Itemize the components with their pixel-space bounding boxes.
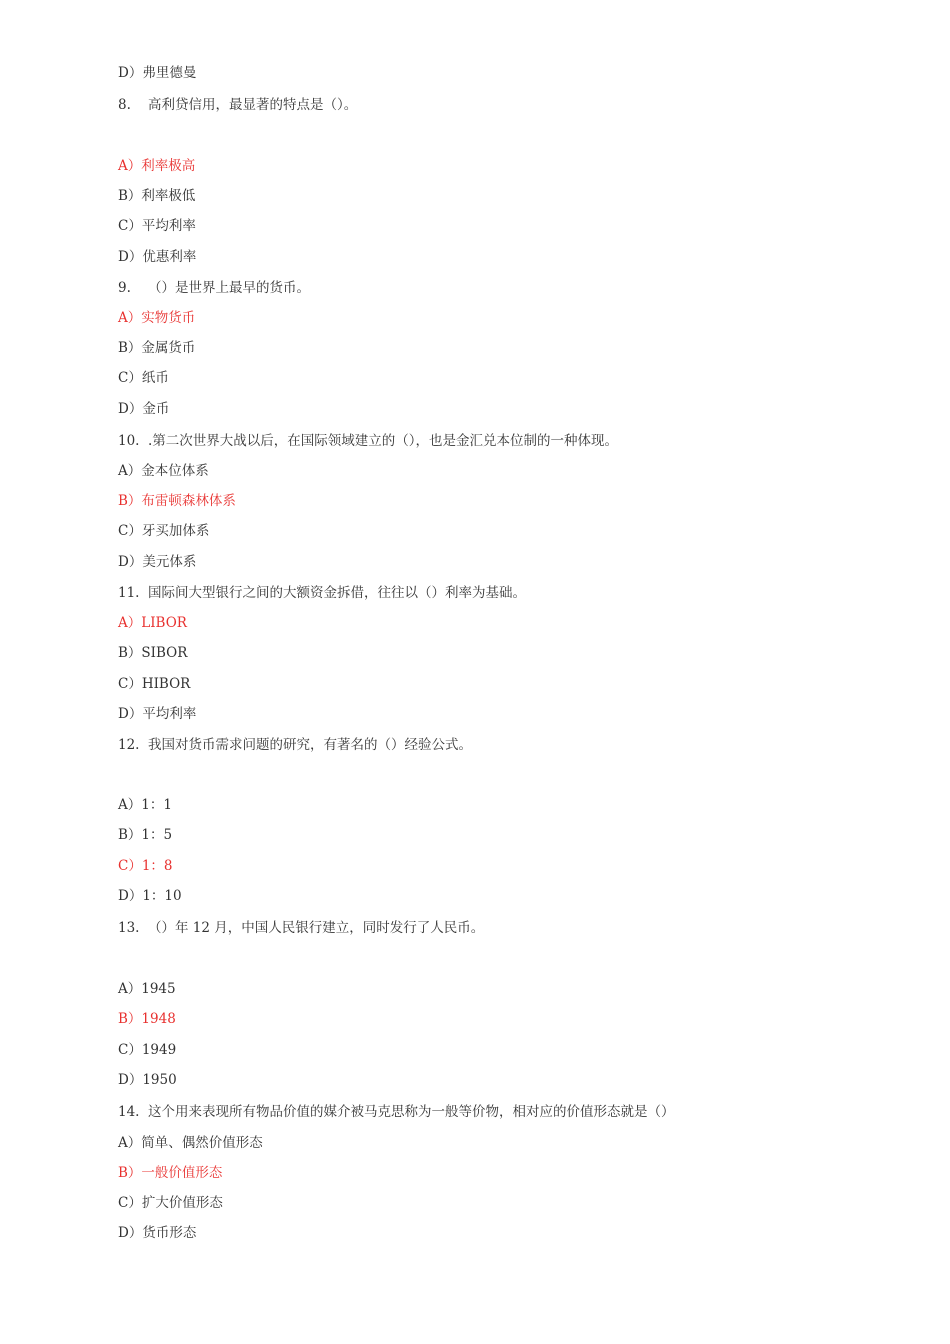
answer-option: C）纸币	[118, 370, 169, 386]
answer-option: D）平均利率	[118, 706, 197, 722]
question-text: （）是世界上最早的货币。	[148, 280, 310, 296]
question-text: 国际间大型银行之间的大额资金拆借，往往以（）利率为基础。	[148, 585, 526, 601]
answer-option: C）HIBOR	[118, 676, 191, 692]
question-line	[118, 1103, 675, 1121]
answer-option: D）美元体系	[118, 554, 197, 570]
answer-option: D）优惠利率	[118, 249, 197, 265]
question-number: 9.	[118, 280, 131, 296]
question-line	[118, 279, 310, 297]
question-line	[118, 96, 357, 114]
answer-option: C）扩大价值形态	[118, 1195, 223, 1211]
question-text: 高利贷信用，最显著的特点是（）。	[148, 97, 358, 113]
answer-option: C）平均利率	[118, 218, 196, 234]
question-number: 8.	[118, 97, 131, 113]
question-line	[118, 432, 618, 450]
answer-option-correct: A）利率极高	[118, 158, 196, 174]
answer-option-correct: C）1：8	[118, 858, 173, 874]
answer-option: B）1：5	[118, 827, 173, 843]
answer-option: D）弗里德曼	[118, 65, 197, 81]
answer-option: D）货币形态	[118, 1225, 197, 1241]
question-line	[118, 736, 472, 754]
question-number: 12.	[118, 737, 140, 753]
answer-option: C）牙买加体系	[118, 523, 210, 539]
answer-option: A）1：1	[118, 797, 172, 813]
answer-option: C）1949	[118, 1042, 177, 1058]
answer-option-correct: B）1948	[118, 1011, 176, 1027]
question-text: 我国对货币需求问题的研究，有著名的（）经验公式。	[148, 737, 472, 753]
question-text: （）年 12 月，中国人民银行建立，同时发行了人民币。	[148, 920, 485, 936]
answer-option: D）1：10	[118, 888, 182, 904]
answer-option-correct: A）实物货币	[118, 310, 196, 326]
answer-option: B）利率极低	[118, 188, 196, 204]
answer-option-correct: B）一般价值形态	[118, 1165, 223, 1181]
answer-option: D）金币	[118, 401, 170, 417]
question-line	[118, 919, 484, 937]
question-text: .第二次世界大战以后，在国际领域建立的（），也是金汇兑本位制的一种体现。	[148, 433, 619, 449]
answer-option: D）1950	[118, 1072, 177, 1088]
question-line	[118, 584, 526, 602]
question-text: 这个用来表现所有物品价值的媒介被马克思称为一般等价物，相对应的价值形态就是（）	[148, 1104, 675, 1120]
question-number: 11.	[118, 585, 140, 601]
answer-option-correct: A）LIBOR	[118, 615, 187, 631]
question-number: 14.	[118, 1104, 140, 1120]
question-number: 13.	[118, 920, 140, 936]
answer-option: B）SIBOR	[118, 645, 188, 661]
answer-option: B）金属货币	[118, 340, 196, 356]
answer-option: A）金本位体系	[118, 463, 209, 479]
answer-option: A）简单、偶然价值形态	[118, 1135, 263, 1151]
question-number: 10.	[118, 433, 140, 449]
answer-option: A）1945	[118, 981, 176, 997]
answer-option-correct: B）布雷顿森林体系	[118, 493, 236, 509]
